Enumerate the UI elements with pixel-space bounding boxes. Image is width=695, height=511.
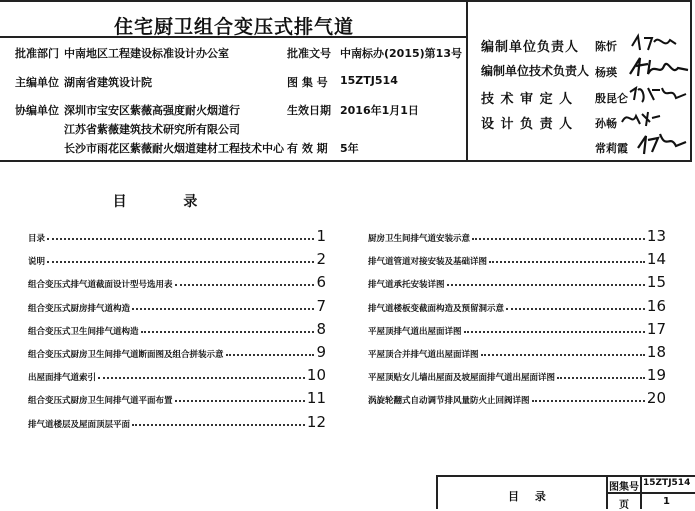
toc-leader-dots xyxy=(47,238,314,240)
toc-entry xyxy=(28,319,326,337)
toc-leader-dots xyxy=(472,238,645,240)
approval-no-label: 批准文号 xyxy=(287,47,331,60)
toc-entry xyxy=(28,296,326,314)
toc-entry xyxy=(28,388,326,406)
toc-entry xyxy=(28,249,326,267)
toc-entry-page: 7 xyxy=(316,296,326,315)
toc-entry-title: 组合变压式厨房排气道构造 xyxy=(28,303,131,314)
tech-head-label: 编制单位技术负责人 xyxy=(481,64,590,78)
toc-entry xyxy=(368,249,666,267)
toc-entry-title: 组合变压式排气道截面设计型号选用表 xyxy=(28,280,173,291)
page-title: 住宅厨卫组合变压式排气道 xyxy=(113,16,354,38)
atlas-no-label: 图 集 号 xyxy=(287,76,328,89)
approval-no-value: 中南标办(2015)第13号 xyxy=(340,47,462,60)
unit-head-label: 编制单位负责人 xyxy=(481,40,580,55)
toc-entry-title: 组合变压式厨房卫生间排气道平面布置 xyxy=(28,396,173,407)
toc-entry-page: 18 xyxy=(646,343,666,361)
toc-entry-page: 12 xyxy=(306,412,326,431)
toc-entry-page: 16 xyxy=(646,296,666,315)
chief-unit-value: 湖南省建筑设计院 xyxy=(64,76,152,89)
toc-leader-dots xyxy=(132,424,305,426)
toc-entry xyxy=(368,319,666,337)
signature-5 xyxy=(636,130,690,158)
signature-1 xyxy=(630,32,680,54)
page-value-tb: 1 xyxy=(663,496,670,507)
toc-entry-title: 出屋面排气道索引 xyxy=(28,373,97,384)
toc-entry-page: 15 xyxy=(646,273,666,292)
toc-leader-dots xyxy=(557,377,645,379)
toc-entry xyxy=(28,272,326,290)
toc-entry-page: 9 xyxy=(316,343,326,361)
toc-entry-page: 6 xyxy=(316,273,326,292)
toc-entry-page: 17 xyxy=(646,319,666,338)
toc-entry-page: 20 xyxy=(646,389,666,408)
validity-label: 有 效 期 xyxy=(287,142,328,155)
toc-entry-page: 19 xyxy=(646,366,666,385)
toc-entry-page: 10 xyxy=(306,366,326,385)
toc-entry-page: 13 xyxy=(646,227,666,245)
toc-entry xyxy=(368,342,666,360)
designer-label: 设 计 负 责 人 xyxy=(481,117,574,132)
toc-entry xyxy=(28,412,326,430)
toc-entry xyxy=(368,226,666,244)
toc-entry xyxy=(28,342,326,360)
toc-leader-dots xyxy=(506,308,645,310)
toc-title: 目 录 xyxy=(112,194,224,210)
toc-leader-dots xyxy=(175,284,315,286)
toc-entry xyxy=(368,365,666,383)
toc-entry-title: 目录 xyxy=(28,234,46,244)
toc-leader-dots xyxy=(481,354,645,356)
approval-dept-label: 批准部门 xyxy=(15,47,59,60)
toc-entry-page: 8 xyxy=(316,319,326,338)
co-unit-value-2: 江苏省紫薇建筑技术研究所有限公司 xyxy=(64,123,240,136)
toc-entry xyxy=(368,272,666,290)
toc-entry-title: 说明 xyxy=(28,257,46,268)
toc-leader-dots xyxy=(132,308,314,310)
page-label-tb: 页 xyxy=(619,500,629,511)
effective-date-value: 2016年1月1日 xyxy=(340,104,419,117)
toc-leader-dots xyxy=(47,261,314,263)
toc-leader-dots xyxy=(98,377,305,379)
toc-entry-title: 排气道管道对接安装及基础详图 xyxy=(368,257,488,268)
signature-4 xyxy=(620,108,664,130)
toc-entry-title: 平屋顶贴女儿墙出屋面及坡屋面排气道出屋面详图 xyxy=(368,373,556,384)
toc-leader-dots xyxy=(175,400,305,402)
atlas-no-value-tb: 15ZTJ514 xyxy=(643,478,691,488)
toc-entry-title: 平屋顶排气道出屋面详图 xyxy=(368,326,462,337)
toc-entry-page: 11 xyxy=(306,389,326,408)
unit-head-name: 陈忻 xyxy=(595,40,617,53)
co-unit-value-3: 长沙市雨花区紫薇耐火烟道建材工程技术中心 xyxy=(64,142,284,155)
toc-leader-dots xyxy=(532,400,645,402)
toc-entry-title: 排气道楼板变截面构造及预留洞示意 xyxy=(368,303,505,314)
toc-leader-dots xyxy=(489,261,645,263)
toc-entry-page: 14 xyxy=(646,250,666,269)
toc-entry xyxy=(368,388,666,406)
designer-name-2: 常莉霞 xyxy=(595,142,628,155)
toc-leader-dots xyxy=(447,284,645,286)
approval-dept-value: 中南地区工程建设标准设计办公室 xyxy=(64,47,229,60)
toc-entry-title: 平屋顶合并排气道出屋面详图 xyxy=(368,350,479,360)
toc-entry-title: 涡旋轮翻式自动调节排风量防火止回阀详图 xyxy=(368,396,530,407)
toc-entry-title: 组合变压式厨房卫生间排气道断面图及组合拼装示意 xyxy=(28,350,224,360)
toc-entry xyxy=(28,365,326,383)
tech-head-name: 杨瑛 xyxy=(595,66,617,79)
toc-leader-dots xyxy=(226,354,315,356)
toc-entry xyxy=(368,296,666,314)
toc-entry-page: 1 xyxy=(316,227,326,245)
reviewer-label: 技 术 审 定 人 xyxy=(481,92,574,107)
toc-leader-dots xyxy=(141,331,315,333)
atlas-no-label-tb: 图集号 xyxy=(609,482,639,493)
toc-entry-title: 厨房卫生间排气道安装示意 xyxy=(368,234,471,244)
toc-entry-title: 排气道承托安装详图 xyxy=(368,280,445,291)
toc-entry-page: 2 xyxy=(316,250,326,269)
signature-3 xyxy=(628,84,690,106)
toc-entry-title: 组合变压式卫生间排气道构造 xyxy=(28,326,139,337)
effective-date-label: 生效日期 xyxy=(287,104,331,117)
toc-entry xyxy=(28,226,326,244)
co-unit-label: 协编单位 xyxy=(15,104,59,117)
validity-value: 5年 xyxy=(340,142,359,155)
title-block-name: 目 录 xyxy=(508,490,552,503)
co-unit-value-1: 深圳市宝安区紫薇高强度耐火烟道行 xyxy=(64,104,240,117)
toc-leader-dots xyxy=(464,331,645,333)
toc-entry-title: 排气道楼层及屋面顶层平面 xyxy=(28,419,131,430)
atlas-no-value: 15ZTJ514 xyxy=(340,74,398,87)
signature-2 xyxy=(628,54,690,80)
chief-unit-label: 主编单位 xyxy=(15,76,59,89)
reviewer-name: 殷昆仑 xyxy=(595,92,628,105)
designer-name: 孙畅 xyxy=(595,117,617,130)
